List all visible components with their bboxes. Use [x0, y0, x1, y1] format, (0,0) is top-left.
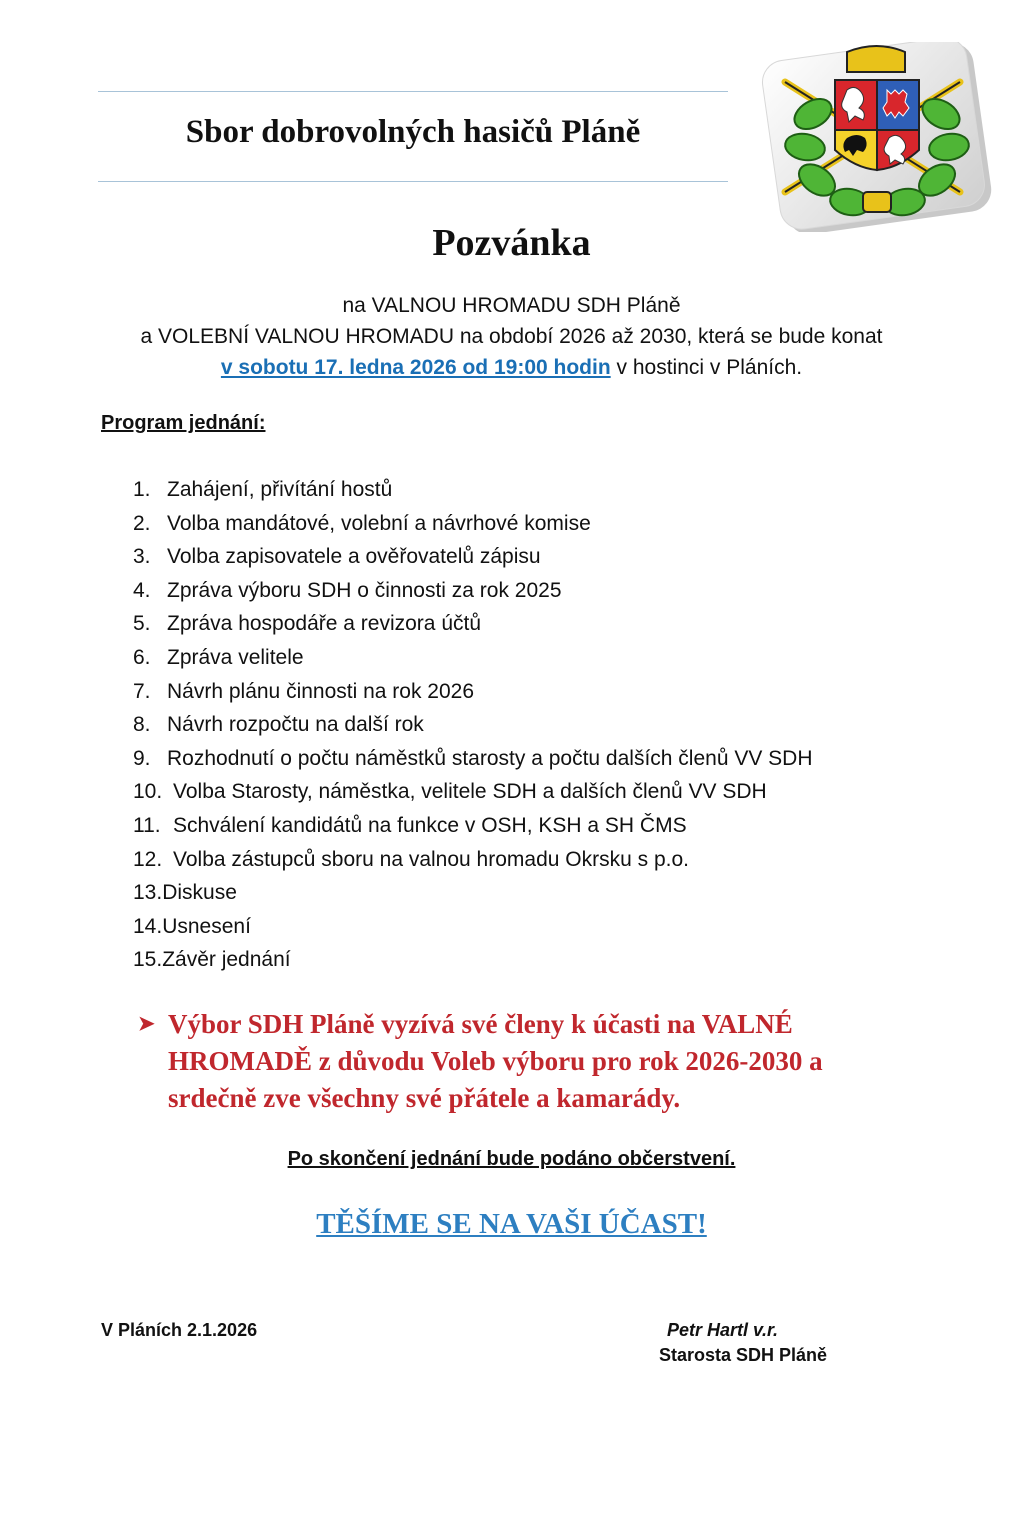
event-datetime-link[interactable]: v sobotu 17. ledna 2026 od 19:00 hodin	[220, 356, 611, 379]
signature-name: Petr Hartl v.r.	[667, 1320, 779, 1340]
item-text: Zpráva výboru SDH o činnosti za rok 2025	[167, 578, 562, 602]
item-number: 11.	[133, 813, 161, 837]
item-text: Volba zapisovatele a ověřovatelů zápisu	[167, 545, 541, 569]
item-number: 1.	[133, 478, 151, 501]
item-text: Volba Starosty, náměstka, velitele SDH a dalších členů VV SDH	[173, 780, 767, 804]
callout-text: Výbor SDH Pláně vyzívá své členy k účasti na VALNÉ HROMADĚ z důvodu Voleb výboru pro rok 2026-2030 a srdečně zve všechny své přátele a kamarády.	[168, 1009, 823, 1113]
callout-message	[138, 1006, 898, 1117]
item-number: 6.	[133, 645, 151, 669]
header-bottom-divider	[98, 181, 728, 182]
organization-name: Sbor dobrovolných hasičů Pláně	[185, 114, 641, 150]
list-item	[133, 574, 813, 608]
list-item	[133, 775, 813, 809]
refreshment-note: Po skončení jednání bude podáno občerstvení.	[287, 1148, 736, 1170]
item-number: 13.	[133, 881, 163, 905]
arrow-bullet-icon: ➤	[138, 1013, 155, 1035]
list-item	[133, 742, 813, 776]
item-number: 3.	[133, 545, 151, 569]
item-number: 15.	[133, 948, 163, 972]
list-item	[133, 507, 813, 541]
document-date: V Pláních 2.1.2026	[101, 1320, 258, 1340]
intro-line-2: a VOLEBNÍ VALNOU HROMADU na období 2026 až 2030, která se bude konat	[140, 325, 883, 348]
intro-line-1: na VALNOU HROMADU SDH Pláně	[342, 294, 681, 317]
signature-role: Starosta SDH Pláně	[659, 1345, 828, 1365]
item-number: 10.	[133, 780, 163, 804]
list-item	[133, 843, 813, 877]
item-text: Volba zástupců sboru na valnou hromadu Okrsku s p.o.	[173, 847, 689, 871]
item-text: Rozhodnutí o počtu náměstků starosty a počtu dalších členů VV SDH	[167, 746, 813, 770]
list-item	[133, 641, 813, 675]
list-item	[133, 910, 813, 944]
list-item	[133, 607, 813, 641]
item-number: 12.	[133, 847, 163, 871]
list-item	[133, 675, 813, 709]
item-number: 2.	[133, 511, 151, 535]
list-item	[133, 876, 813, 910]
item-number: 14.	[133, 914, 163, 938]
item-text: Závěr jednání	[162, 948, 291, 972]
firefighter-emblem-icon	[755, 42, 1000, 232]
page-title: Pozvánka	[432, 222, 591, 264]
program-heading: Program jednání:	[101, 412, 266, 434]
agenda-list	[133, 473, 813, 977]
item-text: Volba mandátové, volební a návrhové komise	[167, 511, 591, 535]
list-item	[133, 540, 813, 574]
item-text: Zpráva hospodáře a revizora účtů	[167, 612, 482, 636]
event-venue: v hostinci v Pláních.	[610, 356, 803, 379]
item-text: Zahájení, přivítání hostů	[167, 478, 393, 501]
list-item	[133, 473, 813, 507]
item-text: Návrh plánu činnosti na rok 2026	[167, 679, 475, 703]
item-text: Diskuse	[162, 881, 237, 905]
list-item	[133, 943, 813, 977]
item-text: Usnesení	[162, 914, 251, 938]
item-number: 4.	[133, 578, 151, 602]
list-item	[133, 809, 813, 843]
list-item	[133, 708, 813, 742]
closing-message: TĚŠÍME SE NA VAŠI ÚČAST!	[316, 1208, 707, 1240]
item-text: Návrh rozpočtu na další rok	[167, 713, 424, 737]
item-text: Schválení kandidátů na funkce v OSH, KSH a SH ČMS	[173, 813, 687, 837]
intro-line-3	[0, 353, 1023, 383]
header-top-divider	[98, 91, 728, 92]
item-number: 9.	[133, 746, 151, 770]
item-text: Zpráva velitele	[167, 645, 304, 669]
item-number: 5.	[133, 612, 151, 636]
item-number: 7.	[133, 679, 151, 703]
item-number: 8.	[133, 713, 151, 737]
